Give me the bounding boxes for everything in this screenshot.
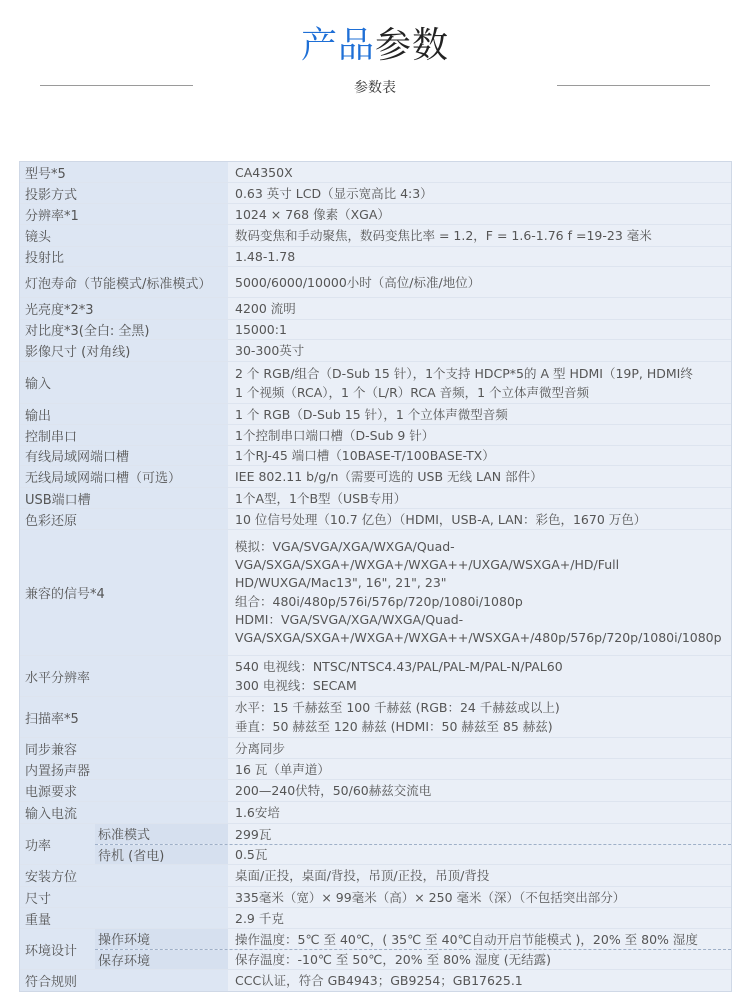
spec-subvalue: 操作温度：5℃ 至 40℃，( 35℃ 至 40℃自动开启节能模式 )，20% 至 80% 湿度 bbox=[235, 931, 698, 947]
spec-value-line: 1.6安培 bbox=[235, 805, 280, 820]
spec-value-line: HD/WUXGA/Mac13", 16", 21", 23" bbox=[235, 575, 447, 591]
spec-row bbox=[20, 247, 731, 267]
spec-value-line: VGA/SXGA/SXGA+/WXGA+/WXGA++/WSXGA+/480p/576p/720p/1080i/1080p bbox=[235, 629, 722, 645]
spec-row bbox=[20, 780, 731, 802]
spec-row bbox=[20, 267, 731, 298]
spec-key: 色彩还原 bbox=[20, 509, 228, 529]
spec-key: 电源要求 bbox=[20, 780, 228, 801]
page-subtitle: 参数表 bbox=[354, 80, 396, 96]
spec-value-line: 30-300英寸 bbox=[235, 343, 305, 358]
spec-key: 输出 bbox=[20, 404, 228, 424]
spec-row bbox=[20, 404, 731, 425]
spec-value bbox=[228, 656, 731, 696]
spec-row bbox=[20, 509, 731, 530]
spec-value-line: HDMI：VGA/SVGA/XGA/WXGA/Quad- bbox=[235, 611, 464, 627]
spec-row bbox=[20, 298, 731, 320]
spec-value bbox=[228, 225, 731, 246]
spec-value-line: CCC认证，符合 GB4943；GB9254；GB17625.1 bbox=[235, 973, 523, 988]
spec-value bbox=[228, 404, 731, 424]
spec-key: 对比度*3(全白: 全黑) bbox=[20, 320, 228, 339]
spec-value bbox=[228, 780, 731, 801]
spec-value-line: CA4350X bbox=[235, 164, 293, 180]
spec-row bbox=[20, 183, 731, 204]
spec-value-line: 1个控制串口端口槽（D-Sub 9 针） bbox=[235, 427, 435, 443]
spec-value bbox=[228, 697, 731, 737]
spec-row bbox=[20, 162, 731, 183]
spec-value bbox=[228, 759, 731, 779]
spec-value-line: 10 位信号处理（10.7 亿色）（HDMI，USB-A, LAN：彩色，1670 万色） bbox=[235, 511, 647, 527]
spec-row bbox=[20, 970, 731, 991]
spec-subrow bbox=[95, 844, 731, 865]
spec-value bbox=[228, 267, 731, 297]
spec-row bbox=[20, 759, 731, 780]
spec-value bbox=[228, 425, 731, 445]
spec-value-line: 桌面/正投，桌面/背投，吊顶/正投，吊顶/背投 bbox=[235, 868, 490, 883]
spec-value bbox=[228, 887, 731, 907]
spec-subrows bbox=[95, 929, 731, 969]
spec-group-key: 环境设计 bbox=[20, 929, 95, 969]
spec-value bbox=[228, 162, 731, 182]
spec-value bbox=[228, 509, 731, 529]
spec-key: 输入电流 bbox=[20, 802, 228, 823]
spec-value-line: 5000/6000/10000小时（高位/标准/地位） bbox=[235, 274, 481, 290]
spec-value-line: 16 瓦（单声道） bbox=[235, 761, 330, 777]
spec-key: USB端口槽 bbox=[20, 488, 228, 508]
spec-value-line: 1024 × 768 像素（XGA） bbox=[235, 206, 390, 222]
spec-key: 控制串口 bbox=[20, 425, 228, 445]
spec-value-line: 335毫米（宽）× 99毫米（高）× 250 毫米（深）（不包括突出部分） bbox=[235, 889, 626, 905]
spec-value bbox=[228, 865, 731, 886]
spec-subrow bbox=[95, 949, 731, 970]
spec-value-line: 垂直：50 赫兹至 120 赫兹 (HDMI：50 赫兹至 85 赫兹) bbox=[235, 719, 553, 734]
spec-key: 有线局域网端口槽 bbox=[20, 446, 228, 465]
spec-row bbox=[20, 466, 731, 488]
spec-value-line: 4200 流明 bbox=[235, 301, 296, 316]
spec-key: 安装方位 bbox=[20, 865, 228, 886]
spec-value bbox=[228, 970, 731, 991]
spec-subvalue: 299瓦 bbox=[235, 826, 272, 842]
spec-subrows bbox=[95, 824, 731, 864]
spec-subkey: 操作环境 bbox=[95, 929, 228, 949]
spec-value-line: 1 个视频（RCA），1 个（L/R）RCA 音频，1 个立体声微型音频 bbox=[235, 384, 590, 400]
spec-subvalue: 保存温度：-10℃ 至 50℃，20% 至 80% 湿度 (无结露) bbox=[235, 952, 552, 968]
spec-value bbox=[228, 298, 731, 319]
spec-group-row bbox=[20, 824, 731, 865]
spec-subvalue: 0.5瓦 bbox=[235, 847, 268, 863]
spec-subkey: 待机 (省电) bbox=[95, 845, 228, 865]
spec-row bbox=[20, 656, 731, 697]
spec-row bbox=[20, 204, 731, 225]
spec-key: 分辨率*1 bbox=[20, 204, 228, 224]
spec-subkey: 标准模式 bbox=[95, 824, 228, 844]
spec-subrow bbox=[95, 824, 731, 844]
spec-key: 重量 bbox=[20, 908, 228, 928]
spec-value bbox=[228, 320, 731, 339]
spec-value-line: 组合：480i/480p/576i/576p/720p/1080i/1080p bbox=[235, 593, 523, 609]
page-title bbox=[0, 24, 750, 68]
spec-key: 光亮度*2*3 bbox=[20, 298, 228, 319]
spec-value bbox=[228, 446, 731, 465]
spec-key: 扫描率*5 bbox=[20, 697, 228, 737]
spec-value bbox=[228, 204, 731, 224]
spec-key: 同步兼容 bbox=[20, 738, 228, 758]
spec-value-line: 540 电视线：NTSC/NTSC4.43/PAL/PAL-M/PAL-N/PAL60 bbox=[235, 659, 563, 674]
spec-key: 灯泡寿命（节能模式/标准模式） bbox=[20, 267, 228, 297]
spec-subkey: 保存环境 bbox=[95, 950, 228, 970]
spec-table bbox=[19, 161, 732, 992]
spec-value-line: 15000:1 bbox=[235, 322, 287, 337]
spec-key: 投射比 bbox=[20, 247, 228, 266]
spec-value bbox=[228, 802, 731, 823]
spec-value bbox=[228, 362, 731, 403]
spec-key: 符合规则 bbox=[20, 970, 228, 991]
spec-row bbox=[20, 340, 731, 362]
spec-row bbox=[20, 320, 731, 340]
spec-value bbox=[228, 738, 731, 758]
spec-key: 兼容的信号*4 bbox=[20, 530, 228, 655]
spec-value-line: 2.9 千克 bbox=[235, 910, 284, 926]
spec-key: 内置扬声器 bbox=[20, 759, 228, 779]
spec-row bbox=[20, 362, 731, 404]
spec-value-line: 分离同步 bbox=[235, 740, 286, 756]
spec-value bbox=[228, 488, 731, 508]
spec-value-line: 模拟：VGA/SVGA/XGA/WXGA/Quad- bbox=[235, 538, 455, 554]
spec-row bbox=[20, 697, 731, 738]
spec-value-line: 0.63 英寸 LCD（显示宽高比 4:3） bbox=[235, 185, 433, 201]
spec-row bbox=[20, 865, 731, 887]
spec-key: 影像尺寸 (对角线) bbox=[20, 340, 228, 361]
spec-value-line: 1个RJ-45 端口槽（10BASE-T/100BASE-TX） bbox=[235, 448, 495, 463]
divider-right bbox=[557, 85, 710, 86]
spec-group-key: 功率 bbox=[20, 824, 95, 864]
spec-value-line: IEE 802.11 b/g/n（需要可选的 USB 无线 LAN 部件） bbox=[235, 469, 543, 484]
spec-row bbox=[20, 802, 731, 824]
spec-value-line: 2 个 RGB/组合（D-Sub 15 针），1个支持 HDCP*5的 A 型 HDMI（19P, HDMI终 bbox=[235, 365, 693, 381]
page-title-dark: 参数 bbox=[375, 25, 450, 66]
spec-key: 型号*5 bbox=[20, 162, 228, 182]
spec-value bbox=[228, 340, 731, 361]
spec-row bbox=[20, 738, 731, 759]
spec-value-line: 200—240伏特，50/60赫兹交流电 bbox=[235, 783, 432, 798]
spec-key: 无线局域网端口槽（可选） bbox=[20, 466, 228, 487]
spec-value bbox=[228, 530, 731, 655]
spec-value-line: 1个A型，1个B型（USB专用） bbox=[235, 490, 407, 506]
spec-value bbox=[228, 466, 731, 487]
spec-value bbox=[228, 908, 731, 928]
spec-row bbox=[20, 225, 731, 247]
spec-row bbox=[20, 446, 731, 466]
spec-row bbox=[20, 887, 731, 908]
spec-key: 尺寸 bbox=[20, 887, 228, 907]
spec-value-line: 水平：15 千赫兹至 100 千赫兹 (RGB：24 千赫兹或以上) bbox=[235, 700, 560, 715]
spec-row bbox=[20, 488, 731, 509]
spec-row bbox=[20, 425, 731, 446]
spec-row bbox=[20, 908, 731, 929]
spec-key: 水平分辨率 bbox=[20, 656, 228, 696]
spec-value bbox=[228, 183, 731, 203]
spec-key: 投影方式 bbox=[20, 183, 228, 203]
spec-subrow bbox=[95, 929, 731, 949]
spec-row bbox=[20, 530, 731, 656]
spec-value-line: 1.48-1.78 bbox=[235, 249, 296, 264]
spec-key: 镜头 bbox=[20, 225, 228, 246]
spec-value-line: 1 个 RGB（D-Sub 15 针），1 个立体声微型音频 bbox=[235, 406, 508, 422]
spec-value-line: 300 电视线：SECAM bbox=[235, 678, 357, 693]
spec-key: 输入 bbox=[20, 362, 228, 403]
spec-value-line: VGA/SXGA/SXGA+/WXGA+/WXGA++/UXGA/WSXGA+/HD/Full bbox=[235, 557, 620, 573]
spec-value bbox=[228, 247, 731, 266]
page-title-blue: 产品 bbox=[300, 25, 375, 66]
spec-value-line: 数码变焦和手动聚焦，数码变焦比率 = 1.2，F = 1.6-1.76 f =19-23 毫米 bbox=[235, 228, 652, 243]
spec-group-row bbox=[20, 929, 731, 970]
